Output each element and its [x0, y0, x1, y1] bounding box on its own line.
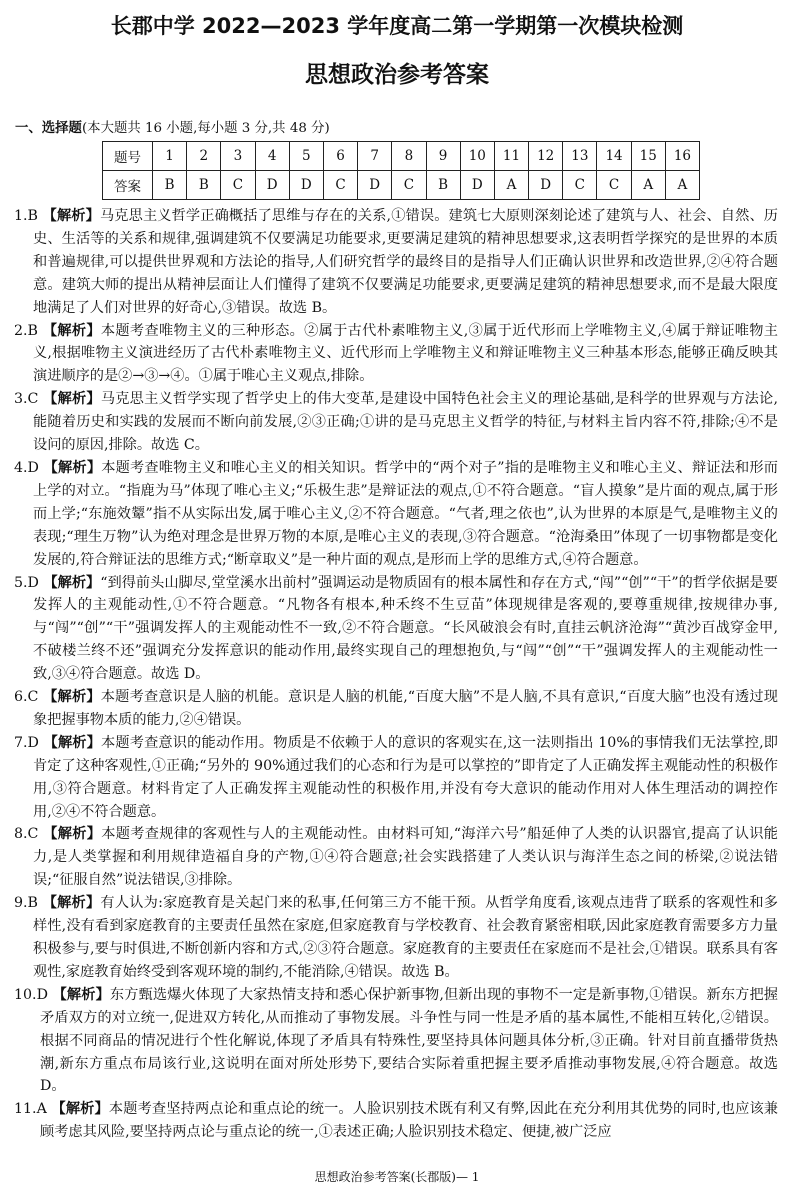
explanation-text: 本题考查唯物主义的三种形态。②属于古代朴素唯物主义,③属于近代形而上学唯物主义,④属于辩证唯物主义,根据唯物主义演进经历了古代朴素唯物主义、近代形而上学唯物主义和辩证唯物主义三种基本形态,能够正确反映其演进顺序的是②→③→④。①属于唯心主义观点,排除。 — [33, 322, 778, 385]
question-number-cell: 1 — [153, 142, 187, 171]
explanation-text: 本题考查意识的能动作用。物质是不依赖于人的意识的客观实在,这一法则指出 10%的事情我们无法掌控,即肯定了这种客观性,①正确;“另外的 90%通过我们的心态和行为是可以掌控的”即肯定了人正确发挥主观能动性的积极作用,③符合题意。材料肯定了人正确发挥主观能动性的积极作用,并没有夸大意识的能动作用对人体生理活动的调控作用,②④不符合题意。 — [33, 734, 778, 820]
explanations-list — [14, 205, 778, 1144]
question-label: 8.C — [14, 826, 39, 843]
question-number-cell: 2 — [187, 142, 221, 171]
explanation-item — [14, 205, 778, 320]
answer-cell: C — [597, 171, 631, 200]
question-label: 2.B — [14, 322, 38, 339]
analysis-tag: 【解析】 — [43, 391, 101, 408]
explanation-item — [14, 388, 778, 457]
analysis-tag: 【解析】 — [51, 1101, 109, 1118]
question-number-cell: 16 — [665, 142, 699, 171]
question-label: 5.D — [14, 574, 39, 591]
question-number-cell: 15 — [631, 142, 665, 171]
explanation-item — [14, 732, 778, 824]
answer-table — [102, 141, 700, 200]
question-label: 6.C — [14, 689, 39, 706]
question-number-cell: 3 — [221, 142, 255, 171]
row-label-number: 题号 — [103, 142, 153, 171]
answer-cell: C — [392, 171, 426, 200]
analysis-tag: 【解析】 — [43, 689, 101, 706]
question-label: 11.A — [14, 1101, 47, 1118]
analysis-tag: 【解析】 — [42, 322, 101, 339]
page-footer: 思想政治参考答案(长郡版)— 1 — [314, 1170, 480, 1184]
question-label: 10.D — [14, 986, 48, 1003]
question-label: 7.D — [14, 734, 39, 751]
answer-cell: B — [153, 171, 187, 200]
explanation-text: 马克思主义哲学实现了哲学史上的伟大变革,是建设中国特色社会主义的理论基础,是科学的世界观与方法论,能随着历史和实践的发展而不断向前发展,②③正确;①讲的是马克思主义哲学的特征,与材料主旨内容不符,排除;④不是设问的原因,排除。故选 C。 — [33, 391, 778, 454]
answer-cell: C — [323, 171, 357, 200]
explanation-text: 本题考查坚持两点论和重点论的统一。人脸识别技术既有利又有弊,因此在充分利用其优势的同时,也应该兼顾考虑其风险,要坚持两点论与重点论的统一,①表述正确;人脸识别技术稳定、便捷,被广泛应 — [40, 1101, 778, 1141]
question-number-cell: 13 — [563, 142, 597, 171]
explanation-item — [14, 823, 778, 892]
answer-cell: A — [631, 171, 665, 200]
question-number-cell: 9 — [426, 142, 460, 171]
question-label: 4.D — [14, 459, 39, 476]
question-number-cell: 14 — [597, 142, 631, 171]
section-note: (本大题共 16 小题,每小题 3 分,共 48 分) — [81, 121, 330, 136]
explanation-item — [14, 1098, 778, 1144]
answer-cell: D — [358, 171, 392, 200]
analysis-tag: 【解析】 — [52, 986, 110, 1003]
answer-cell: D — [289, 171, 323, 200]
question-number-cell: 5 — [289, 142, 323, 171]
question-number-cell: 6 — [323, 142, 357, 171]
explanation-text: 本题考查唯物主义和唯心主义的相关知识。哲学中的“两个对子”指的是唯物主义和唯心主义、辩证法和形而上学的对立。“指鹿为马”体现了唯心主义;“乐极生悲”是辩证法的观点,①不符合题意。“盲人摸象”是片面的观点,属于形而上学;“东施效颦”指不从实际出发,属于唯心主义,②不符合题意。“气者,理之依也”,认为世界的本原是气,是唯物主义的表现;“理生万物”认为绝对理念是世界万物的本原,是唯心主义的表现,③符合题意。“沧海桑田”体现了一切事物都是变化发展的,符合辩证法的思维方式;“断章取义”是一种片面的观点,是形而上学的思维方式,④符合题意。 — [33, 459, 778, 568]
section-heading — [15, 117, 330, 136]
question-label: 9.B — [14, 895, 38, 912]
answer-cell: D — [529, 171, 563, 200]
question-number-cell: 12 — [529, 142, 563, 171]
explanation-text: 本题考查意识是人脑的机能。意识是人脑的机能,“百度大脑”不是人脑,不具有意识,“百度大脑”也没有透过现象把握事物本质的能力,②④错误。 — [33, 689, 778, 728]
answer-row — [103, 171, 700, 200]
question-label: 3.C — [14, 391, 39, 408]
analysis-tag: 【解析】 — [43, 574, 101, 591]
answer-cell: A — [665, 171, 699, 200]
explanation-item — [14, 572, 778, 687]
explanation-text: 本题考查规律的客观性与人的主观能动性。由材料可知,“海洋六号”船延伸了人类的认识器官,提高了认识能力,是人类掌握和利用规律造福自身的产物,①④符合题意;社会实践搭建了人类认识与海洋生态之间的桥梁,②说法错误;“征服自然”说法错误,③排除。 — [33, 826, 778, 889]
explanation-text: 马克思主义哲学正确概括了思维与存在的关系,①错误。建筑七大原则深刻论述了建筑与人、社会、自然、历史、生活等的关系和规律,强调建筑不仅要满足功能要求,更要满足建筑的精神思想要求,这表明哲学探究的是世界的本质和普遍规律,可以提供世界观和方法论的指导,人们研究哲学的最终目的是指导人们正确认识世界和改造世界,②④符合题意。建筑大师的提出从精神层面让人们懂得了建筑不仅要满足功能要求,更要满足建筑的精神思想要求,而不是最大限度地满足了人们对世界的好奇心,③错误。故选 B。 — [33, 208, 778, 316]
explanation-item — [14, 686, 778, 732]
analysis-tag: 【解析】 — [42, 895, 101, 912]
document-subtitle: 思想政治参考答案 — [305, 62, 489, 88]
question-number-cell: 8 — [392, 142, 426, 171]
explanation-text: “到得前头山脚尽,堂堂溪水出前村”强调运动是物质固有的根本属性和存在方式,“闯”“创”“干”的哲学依据是要发挥人的主观能动性,①不符合题意。“凡物各有根本,种禾终不生豆苗”体现规律是客观的,要尊重规律,按规律办事,与“闯”“创”“干”强调发挥人的主观能动性不一致,②不符合题意。“长风破浪会有时,直挂云帆济沧海”“黄沙百战穿金甲,不破楼兰终不还”强调充分发挥意识的能动作用,最终实现自己的理想抱负,与“闯”“创”“干”强调发挥人的主观能动性一致,③④符合题意。故选 D。 — [33, 574, 778, 683]
row-label-answer: 答案 — [103, 171, 153, 200]
question-number-cell: 11 — [494, 142, 528, 171]
question-number-row — [103, 142, 700, 171]
explanation-text: 东方甄选爆火体现了大家热情支持和悉心保护新事物,但新出现的事物不一定是新事物,①错误。新东方把握矛盾双方的对立统一,促进双方转化,从而推动了事物发展。斗争性与同一性是矛盾的基本属性,不能相互转化,②错误。根据不同商品的情况进行个性化解说,体现了矛盾具有特殊性,要坚持具体问题具体分析,③正确。针对目前直播带货热潮,新东方重点布局该行业,这说明在面对所处形势下,要结合实际着重把握主要矛盾推动事物发展,④符合题意。故选 D。 — [40, 986, 778, 1095]
answer-cell: C — [221, 171, 255, 200]
answer-cell: D — [255, 171, 289, 200]
explanation-item — [14, 984, 778, 1099]
section-title: 一、选择题 — [15, 121, 82, 136]
explanation-item — [14, 892, 778, 984]
question-label: 1.B — [14, 208, 38, 224]
question-number-cell: 4 — [255, 142, 289, 171]
question-number-cell: 10 — [460, 142, 494, 171]
analysis-tag: 【解析】 — [42, 208, 100, 224]
answer-cell: B — [187, 171, 221, 200]
explanation-item — [14, 320, 778, 389]
document-title: 长郡中学 2022—2023 学年度高二第一学期第一次模块检测 — [110, 14, 684, 38]
analysis-tag: 【解析】 — [43, 734, 102, 751]
analysis-tag: 【解析】 — [43, 459, 102, 476]
answer-cell: C — [563, 171, 597, 200]
explanation-item — [14, 457, 778, 572]
answer-cell: A — [494, 171, 528, 200]
explanation-text: 有人认为:家庭教育是关起门来的私事,任何第三方不能干预。从哲学角度看,该观点违背了联系的客观性和多样性,没有看到家庭教育的主要责任虽然在家庭,但家庭教育与学校教育、社会教育紧密相联,因此家庭教育需要多方力量积极参与,要与时俱进,不断创新内容和方式,②③符合题意。家庭教育的主要责任在家庭而不是社会,①错误。联系具有客观性,家庭教育始终受到客观环境的制约,不能消除,④错误。故选 B。 — [33, 895, 778, 980]
answer-cell: B — [426, 171, 460, 200]
answer-cell: D — [460, 171, 494, 200]
question-number-cell: 7 — [358, 142, 392, 171]
analysis-tag: 【解析】 — [43, 826, 102, 843]
